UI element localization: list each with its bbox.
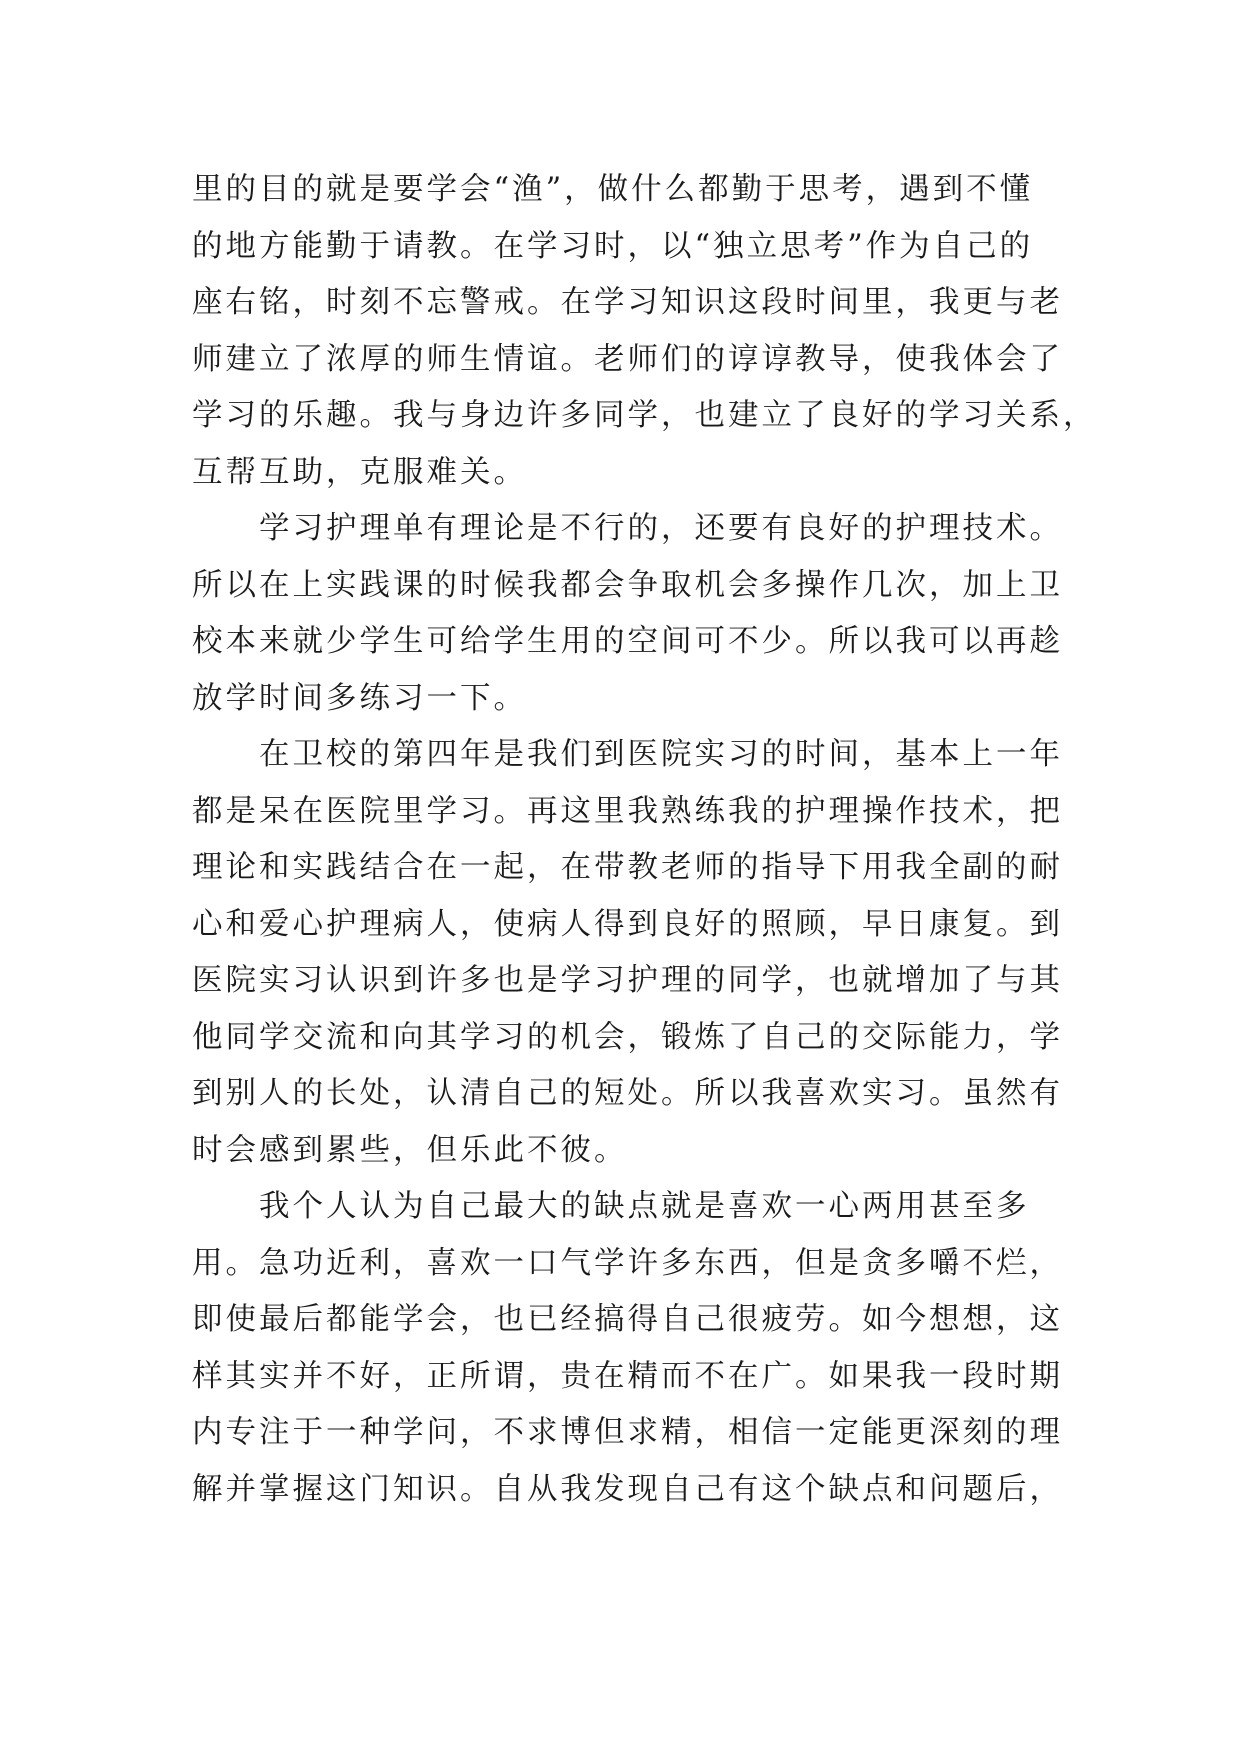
text-line: 师建立了浓厚的师生情谊。老师们的谆谆教导，使我体会了 [192,341,1063,377]
text-line: 我个人认为自己最大的缺点就是喜欢一心两用甚至多 [192,1189,1030,1224]
text-line: 放学时间多练习一下。 [192,680,527,716]
text-line: 他同学交流和向其学习的机会，锻炼了自己的交际能力，学 [192,1019,1063,1055]
text-line: 都是呆在医院里学习。再这里我熟练我的护理操作技术，把 [192,793,1063,829]
text-line: 心和爱心护理病人，使病人得到良好的照顾，早日康复。到 [192,906,1063,942]
body-text [192,162,1097,1518]
text-line: 所以在上实践课的时候我都会争取机会多操作几次，加上卫 [192,567,1063,603]
text-line: 用。急功近利，喜欢一口气学许多东西，但是贪多嚼不烂， [192,1245,1063,1281]
text-line: 即使最后都能学会，也已经搞得自己很疲劳。如今想想，这 [192,1302,1063,1337]
text-line: 在卫校的第四年是我们到医院实习的时间，基本上一年 [192,737,1063,772]
text-line: 内专注于一种学问，不求博但求精，相信一定能更深刻的理 [192,1415,1063,1450]
text-line: 里的目的就是要学会“渔”，做什么都勤于思考，遇到不懂 [192,172,1034,207]
text-line: 医院实习认识到许多也是学习护理的同学，也就增加了与其 [192,963,1063,998]
text-line: 时会感到累些，但乐此不彼。 [192,1132,628,1168]
text-line: 到别人的长处，认清自己的短处。所以我喜欢实习。虽然有 [192,1076,1063,1111]
text-line: 座右铭，时刻不忘警戒。在学习知识这段时间里，我更与老 [192,285,1063,320]
text-line: 样其实并不好，正所谓，贵在精而不在广。如果我一段时期 [192,1358,1063,1394]
text-line: 学习的乐趣。我与身边许多同学，也建立了良好的学习关系， [192,398,1097,433]
text-line: 解并掌握这门知识。自从我发现自己有这个缺点和问题后， [192,1471,1063,1507]
text-line: 校本来就少学生可给学生用的空间可不少。所以我可以再趁 [192,624,1063,659]
text-line: 理论和实践结合在一起，在带教老师的指导下用我全副的耐 [192,850,1063,885]
text-line: 互帮互助，克服难关。 [192,454,527,490]
text-line: 学习护理单有理论是不行的，还要有良好的护理技术。 [192,511,1063,546]
text-line: 的地方能勤于请教。在学习时，以“独立思考”作为自己的 [192,228,1034,264]
